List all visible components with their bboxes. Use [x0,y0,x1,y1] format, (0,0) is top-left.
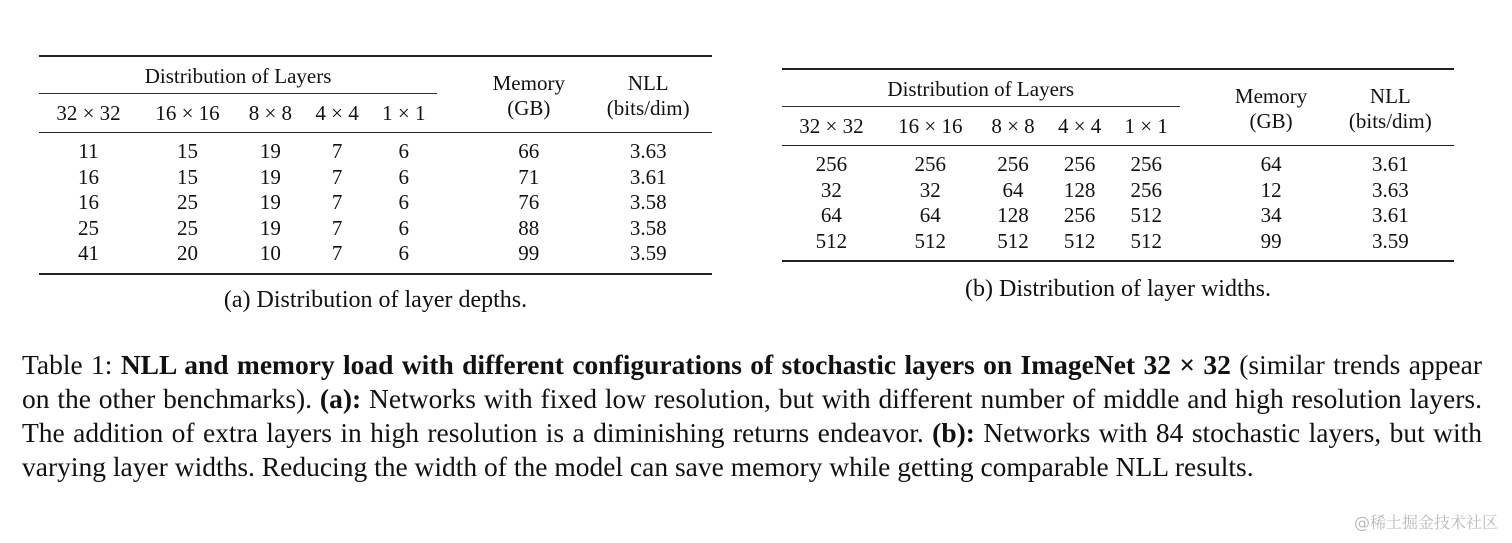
layer-count-cell: 6 [398,190,410,214]
table-a-col-header: 1 × 1 [382,100,426,125]
layer-count-cell: 15 [177,164,199,189]
memory-cell: 76 [518,190,540,214]
table-row [39,165,712,191]
table-row [39,241,712,274]
memory-cell: 66 [518,139,540,163]
layer-count-cell: 19 [259,190,281,214]
caption-b-label: (b): [932,417,975,448]
layer-count-cell: 7 [331,164,343,189]
table-b-col-header: 1 × 1 [1124,113,1168,138]
layer-count-cell: 25 [177,215,199,240]
nll-cell: 3.58 [629,190,667,214]
layer-count-cell: 256 [1063,203,1096,227]
layer-count-cell: 512 [1130,203,1162,227]
table-b-nll-header: NLL (bits/dim) [1348,83,1432,133]
layer-count-cell: 6 [398,215,410,240]
layer-count-cell: 64 [820,203,842,227]
table-row [39,190,712,216]
layer-count-cell: 32 [820,177,842,202]
layer-count-cell: 15 [177,139,199,163]
memory-cell: 99 [518,241,540,265]
layer-count-cell: 25 [177,190,199,214]
table-b-col-header: 8 × 8 [991,113,1035,138]
caption-a-text: Networks with fixed low resolution, but with different number of middle and high resolution layers. The addition of extra layers in high resolution is a diminishing returns endeavor. [22,383,1482,448]
layer-count-cell: 256 [914,152,947,176]
nll-cell: 3.63 [629,139,667,163]
table-b-grid [782,68,1454,262]
layer-count-cell: 6 [398,139,410,163]
table-a [39,55,712,275]
layer-count-cell: 7 [331,139,343,163]
layer-count-cell: 7 [331,241,343,265]
layer-count-cell: 41 [78,241,99,265]
layer-count-cell: 256 [815,152,848,176]
layer-count-cell: 7 [331,190,343,214]
table-a-group-header: Distribution of Layers [39,56,437,94]
table-b-col-header: 4 × 4 [1057,113,1102,138]
table-row [782,229,1454,262]
nll-cell: 3.61 [1371,203,1409,227]
memory-cell: 99 [1260,228,1282,253]
table-b-group-header: Distribution of Layers [782,69,1180,107]
layer-count-cell: 16 [78,190,99,214]
layer-count-cell: 6 [398,241,410,265]
layer-count-cell: 512 [1130,228,1162,253]
table-a-col-header: 8 × 8 [248,100,293,125]
layer-count-cell: 19 [259,215,281,240]
table-b-col-header: 32 × 32 [799,113,864,138]
memory-cell: 64 [1260,152,1282,176]
layer-count-cell: 512 [997,228,1029,253]
nll-cell: 3.63 [1371,177,1409,202]
layer-count-cell: 19 [259,164,281,189]
nll-cell: 3.59 [629,241,667,265]
layer-count-cell: 256 [1130,177,1162,202]
watermark: @稀土掘金技术社区 [1353,513,1498,532]
caption-note: (similar trends appear on the other benchmarks). [22,349,1483,414]
nll-cell: 3.61 [1371,152,1409,176]
table-b-col-header: 16 × 16 [898,113,963,138]
layer-count-cell: 128 [1063,177,1096,202]
table-a-col-header: 4 × 4 [315,100,359,125]
layer-count-cell: 32 [919,177,941,202]
layer-count-cell: 64 [1002,177,1024,202]
layer-count-cell: 256 [1063,152,1096,176]
layer-count-cell: 256 [1130,152,1162,176]
caption-b-text: Networks with 84 stochastic layers, but with varying layer widths. Reducing the width of the model can save memory while getting comparable NLL results. [22,417,1482,482]
table-a-memory-header: Memory (GB) [492,70,565,120]
layer-count-cell: 128 [997,203,1029,227]
nll-cell: 3.59 [1371,228,1409,253]
table-a-col-header: 32 × 32 [56,100,121,125]
table-row [39,216,712,242]
layer-count-cell: 512 [815,228,848,253]
nll-cell: 3.61 [629,164,667,189]
table-row [782,146,1454,178]
table-a-caption: (a) Distribution of layer depths. [223,287,528,313]
memory-cell: 71 [518,164,540,189]
table-a-nll-header: NLL (bits/dim) [606,70,690,120]
caption-title: NLL and memory load with different configurations of stochastic layers on ImageNet 32 × 32 [120,349,1231,380]
layer-count-cell: 6 [398,164,410,189]
table-row [782,203,1454,229]
table-b-memory-header: Memory (GB) [1234,83,1308,133]
layer-count-cell: 20 [177,241,199,265]
table-a-body [39,133,712,274]
nll-cell: 3.58 [629,215,667,240]
layer-count-cell: 256 [997,152,1029,176]
layer-count-cell: 25 [78,215,99,240]
caption-a-label: (a): [319,383,362,414]
layer-count-cell: 512 [914,228,947,253]
table-row [39,133,712,165]
memory-cell: 12 [1260,177,1282,202]
table-b-caption: (b) Distribution of layer widths. [965,276,1271,302]
table-a-col-header: 16 × 16 [155,100,220,125]
memory-cell: 34 [1260,203,1282,227]
layer-count-cell: 64 [919,203,941,227]
table-row [782,178,1454,204]
layer-count-cell: 11 [78,139,99,163]
layer-count-cell: 16 [78,164,99,189]
caption-prefix: Table 1: [22,349,121,380]
layer-count-cell: 7 [331,215,343,240]
layer-count-cell: 10 [259,241,281,265]
memory-cell: 88 [518,215,540,240]
layer-count-cell: 19 [259,139,281,163]
table-b [782,68,1454,262]
table-a-grid [39,55,712,275]
table-b-body [782,146,1454,262]
layer-count-cell: 512 [1063,228,1096,253]
table-caption [22,348,1482,484]
